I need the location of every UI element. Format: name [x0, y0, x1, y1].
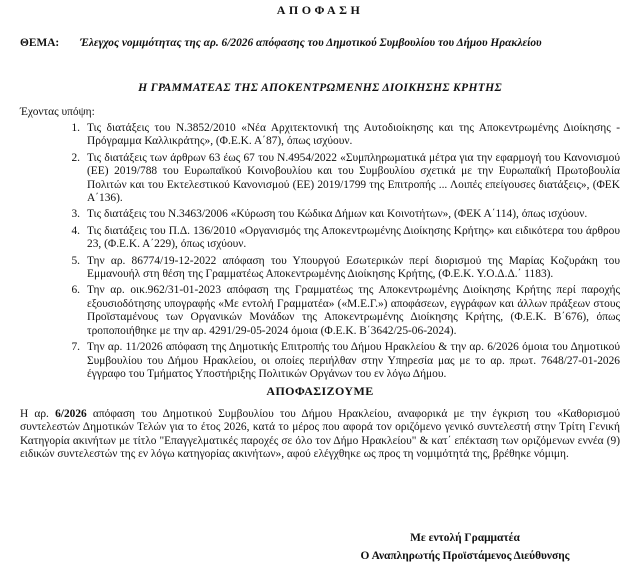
signature-line-2: Ο Αναπληρωτής Προϊστάμενος Διεύθυνσης — [360, 550, 570, 562]
subject-label: ΘΕΜΑ: — [20, 37, 60, 49]
list-item-number: 5. — [71, 254, 80, 267]
list-item-text: Την αρ. 86774/19-12-2022 απόφαση του Υπουργού Εσωτερικών περί διορισμού της Μαρίας Κοζυράκη του Εμμανουήλ στη θέση της Γραμματέως Αποκεντρωμένης Διοίκησης Κρήτης, (Φ.Ε.Κ. Υ.Ο.Δ.Δ.΄ 1183). — [87, 254, 620, 281]
list-item — [20, 122, 620, 149]
list-item-number: 7. — [71, 341, 80, 354]
secretary-heading: Η ΓΡΑΜΜΑΤΕΑΣ ΤΗΣ ΑΠΟΚΕΝΤΡΩΜΕΝΗΣ ΔΙΟΙΚΗΣΗΣ ΚΡΗΤΗΣ — [138, 81, 502, 94]
decide-heading: ΑΠΟΦΑΣΙΖΟΥΜΕ — [266, 384, 374, 398]
list-item-number: 2. — [71, 151, 80, 164]
list-item-text: Την αρ. οικ.962/31-01-2023 απόφαση της Γραμματέως της Αποκεντρωμένης Διοίκησης Κρήτης περί παροχής εξουσιοδότησης υπογραφής «Με εντολή Γραμματέα» («Μ.Ε.Γ.») αποφάσεων, εγγράφων και άλλων πράξεων στους Προϊσταμένους των Οργανικών Μονάδων της Αποκεντρωμένης Διοίκησης Κρήτης, (Φ.Ε.Κ. Β΄676), όπως τροποποιήθηκε με την αρ. 4291/29-05-2024 όμοια (Φ.Ε.Κ. Β΄3642/25-06-2024). — [87, 284, 620, 337]
signature-line-1: Με εντολή Γραμματέα — [410, 532, 520, 544]
subject-block — [20, 37, 620, 50]
considering-label: Έχοντας υπόψη: — [20, 106, 95, 118]
decision-paragraph — [20, 408, 620, 462]
list-item-text: Τις διατάξεις του Ν.3852/2010 «Νέα Αρχιτεκτονική της Αυτοδιοίκησης και της Αποκεντρωμένης Διοίκησης - Πρόγραμμα Καλλικράτης», (Φ.Ε.Κ. Α΄87), όπως ισχύουν. — [87, 122, 620, 148]
list-item — [20, 255, 620, 282]
list-item-text: Τις διατάξεις του Ν.3463/2006 «Κύρωση του Κώδικα Δήμων και Κοινοτήτων», (ΦΕΚ Α΄114), όπως ισχύουν. — [87, 208, 588, 221]
list-item — [20, 341, 620, 381]
decision-body: απόφαση του Δημοτικού Συμβουλίου του Δήμου Ηρακλείου, αναφορικά με την έγκριση του «Καθορισμού συντελεστών Δημοτικών Τελών για το έτος 2026, κατά το μέρος που αφορά τον οριζόμενο γενικό συντελεστή στην Τρίτη Γενική Κατηγορία ακινήτων με τίτλο "Επαγγελματικές παροχές σε όλο τον Δήμο Ηρακλείου" & κατ΄ επέκταση των οριζόμενων εννέα (9) ειδικών συντελεστών της εν λόγω κατηγορίας ακινήτων», αφού ελέγχθηκε ως προς τη νομιμότητά της, βρέθηκε νόμιμη. — [20, 408, 621, 461]
decision-number: 6/2026 — [55, 408, 87, 420]
list-item-number: 3. — [71, 208, 80, 221]
list-item-number: 6. — [71, 284, 80, 297]
list-item-text: Τις διατάξεις του Π.Δ. 136/2010 «Οργανισμός της Αποκεντρωμένης Διοίκησης Κρήτης» και ειδικότερα του άρθρου 23, (Φ.Ε.Κ. Α΄229), όπως ισχύουν. — [87, 224, 620, 251]
subject-text: Έλεγχος νομιμότητας της αρ. 6/2026 απόφασης του Δημοτικού Συμβουλίου του Δήμου Ηρακλείου — [80, 37, 542, 49]
list-item-text: Τις διατάξεις των άρθρων 63 έως 67 του Ν.4954/2022 «Συμπληρωματικά μέτρα για την εφαρμογή του Κανονισμού (ΕΕ) 2019/788 του Ευρωπαϊκού Κοινοβουλίου και του Συμβουλίου σχετικά με την Ευρωπαϊκή Πρωτοβουλία Πολιτών και του Εκτελεστικού Κανονισμού (ΕΕ) 2019/1799 της Επιτροπής ... Λοιπές επείγουσες διατάξεις», (ΦΕΚ Α΄136). — [87, 151, 620, 205]
list-item — [20, 152, 620, 206]
list-item-number: 4. — [71, 224, 80, 237]
list-item — [20, 208, 620, 221]
list-item-number: 1. — [71, 122, 80, 134]
list-item — [20, 225, 620, 252]
list-item-text: Την αρ. 11/2026 απόφαση της Δημοτικής Επιτροπής του Δήμου Ηρακλείου & την αρ. 6/2026 όμοια του Δημοτικού Συμβουλίου του Δήμου Ηρακλείου, οι οποίες περιήλθαν στην Υπηρεσία μας με το αρ. πρωτ. 7648/27-01-2026 έγγραφο του Τμήματος Υποστήριξης Πολιτικών Οργάνων του εν λόγω Δήμου. — [87, 341, 620, 380]
considerations-list — [20, 122, 620, 384]
decision-prefix: Η αρ. — [20, 408, 56, 420]
document-title: ΑΠΟΦΑΣΗ — [276, 3, 364, 17]
list-item — [20, 284, 620, 338]
